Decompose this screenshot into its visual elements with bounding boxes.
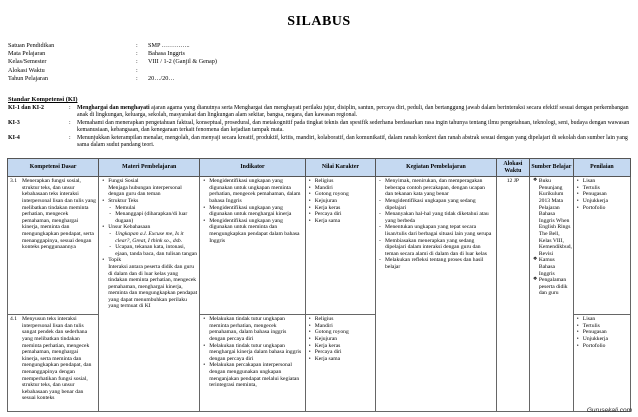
nilai-cell: [305, 177, 375, 315]
list-item: • Kerja sama: [308, 356, 373, 363]
ki-bold: Menghargai dan menghayati: [77, 105, 150, 111]
header-sumber: Sumber Belajar: [529, 159, 573, 177]
ki-code: KI-1 dan KI-2: [8, 105, 45, 111]
ki-text: Memahami dan menerapkan pengetahuan faktual, konseptual, prosedural, dan metakognitif pada tingkat teknis dan spesifik sederhana berdasarkan rasa ingin tahunya tentang ilmu pengetahuan, teknologi, seni, budaya dengan wawasan kemanusiaan, kebangsaan, dan kenegaraan terkait fenomena dan kejadian tampak mata.: [77, 120, 630, 134]
list-item: • Religius: [308, 316, 373, 323]
indikator-cell: [200, 177, 305, 315]
list-item: • Percaya diri: [308, 211, 373, 218]
meta-info: [8, 42, 217, 83]
meta-row: Mata Pelajaran : Bahasa Inggris: [8, 50, 185, 58]
header-materi: Materi Pembelajaran: [99, 159, 200, 177]
meta-row: Satuan Pendidikan : SMP …………..: [8, 42, 190, 49]
list-item: • Lisan: [576, 316, 628, 323]
nilai-cell: [305, 315, 375, 412]
list-item: - Membiasakan menerapkan yang sedang dipelajari dalam interaksi dengan guru dan teman secara alami di dalam dan di luar kelas: [378, 238, 494, 258]
table-header-row: [8, 159, 631, 177]
kegiatan-cell: [376, 177, 497, 412]
page-title: SILABUS: [287, 14, 351, 29]
list-item: - Menentukan ungkapan yang tepat secara lisan/tulis dari berbagai situasi lain yang serupa: [378, 224, 494, 237]
list-item: • Melakukan tindak tutur ungkapan menghargai kinerja dalam bahasa inggris dengan percaya diri: [202, 343, 302, 363]
list-item: • Kerja keras: [308, 205, 373, 212]
list-item: • Lisan: [576, 178, 628, 185]
list-item: • Portofolio: [576, 205, 628, 212]
indikator-cell: [200, 315, 305, 412]
list-item: • Kerja sama: [308, 218, 373, 225]
alokasi-cell: 12 JP: [496, 177, 529, 412]
ki-text: Menunjukkan keterampilan menalar, mengolah, dan menyaji secara kreatif, produktif, kritis, mandiri, kolaboratif, dan komunikatif, dalam ranah konkret dan ranah abstrak sesuai dengan yang dipelajari di sekolah dan sumber lain yang sama dalam sudut pandang teori.: [77, 135, 628, 149]
list-item: • Mengidentifikasi ungkapan yang digunakan untuk menghargai kinerja: [202, 205, 302, 218]
kd-cell: 3.1 Menerapkan fungsi sosial, struktur teks, dan unsur kebahasaan teks interaksi interpersonal lisan dan tulis yang melibatkan tindakan meminta perhatian, mengecek pemahaman, menghargai kinerja, meminta dan mengungkapkan pendapat, serta menanggapinya, sesuai dengan konteks penggunaannya: [8, 177, 99, 315]
meta-row: Tahun Pelajaran : 20…/20…: [8, 74, 175, 82]
table-row: [8, 177, 631, 315]
ki-4: KI-4 : Menunjukkan keterampilan menalar, mengolah, dan menyaji secara kreatif, produktif, kritis, mandiri, kolaboratif, dan komunikatif, dalam ranah konkret dan ranah abstrak sesuai dengan yang dipelajari di sekolah dan sumber lain yang sama dalam sudut pandang teori.: [8, 135, 632, 150]
list-item: • Melakukan percakapan interpersonal dengan menggunakan ungkapan menganjakan pendapat melalui kegiatan terintegrasi meminta,: [202, 362, 302, 388]
watermark-text: Gurusekali.com: [586, 407, 632, 414]
list-item: - Mengidentifikasi ungkapan yang sedang dipelajari: [378, 198, 494, 211]
list-item: • Penugasan: [576, 191, 628, 198]
list-item: • Religius: [308, 178, 373, 185]
list-item: • Kerja keras: [308, 343, 373, 350]
meta-row: Kelas/Semester : VIII / 1-2 (Ganjil & Genap): [8, 58, 217, 66]
materi-cell: • Fungsi Sosial Menjaga hubungan interpersonal dengan guru dan teman • Struktur Teks - Memulai - Menanggapi (diharapkan/di luar dugaan) • Unsur Kebahasaan - Ungkapan a.l. Excuse me, Is it clear?, Great, I think so., dsb. - Ucapan, tekanan kata, intonasi, ejaan, tanda baca, dan tulisan tangan • Topik Interaksi antara peserta didik dan guru di dalam dan di luar kelas yang tindakan meminta perhatian, mengecek pemahaman, menghargai kinerja, meminta dan mengungkapkan pendapat yang dapat menumbuhkan perilaku yang termuat di KI: [99, 177, 200, 412]
list-item: • Portofolio: [576, 343, 628, 350]
header-kompetensi-dasar: Kompetensi Dasar: [8, 159, 99, 177]
list-item: - Menanyakan hal-hal yang tidak diketahui atau yang berbeda: [378, 211, 494, 224]
header-alokasi: Alokasi Waktu: [496, 159, 529, 177]
list-item: • Kejujuran: [308, 198, 373, 205]
header-penilaian: Penilaian: [573, 159, 630, 177]
ki-code: KI-4: [8, 135, 20, 141]
header-indikator: Indikator: [200, 159, 305, 177]
list-item: • Unjukkerja: [576, 198, 628, 205]
header-kegiatan: Kegiatan Pembelajaran: [376, 159, 497, 177]
standar-kompetensi-title: Standar Kompetensi (KI): [8, 96, 78, 103]
list-item: • Unjukkerja: [576, 336, 628, 343]
list-item: - Melakukan refleksi tentang proses dan hasil belajar: [378, 257, 494, 270]
penilaian-cell: [573, 315, 630, 412]
ki-3: KI-3 : Memahami dan menerapkan pengetahuan faktual, konseptual, prosedural, dan metakognitif pada tingkat teknis dan spesifik sederhana berdasarkan rasa ingin tahunya tentang ilmu pengetahuan, teknologi, seni, budaya dengan wawasan kemanusiaan, kebangsaan, dan kenegaraan terkait fenomena dan kejadian tampak mata.: [8, 120, 632, 135]
header-nilai-karakter: Nilai Karakter: [305, 159, 375, 177]
list-item: • Mengidentifikasi ungkapan yang digunakan untuk ungkapan meminta perhatian, mengecek pemahaman, dalam bahasa Inggris: [202, 178, 302, 204]
list-item: • Gotong royong: [308, 329, 373, 336]
list-item: • Tertulis: [576, 323, 628, 330]
ki-text: ajaran agama yang dianutnya serta Menghargai dan menghayati perilaku jujur, disiplin, santun, percaya diri, peduli, dan bertanggung jawab dalam berinteraksi secara efektif sesuai dengan perkembangan anak di lingkungan, keluarga, sekolah, masyarakat dan lingkungan alam sekitar, bangsa, negara, dan kawasan regional.: [77, 105, 629, 119]
list-item: • Tertulis: [576, 185, 628, 192]
syllabus-table: [7, 158, 631, 412]
list-item: - Menyimak, menirukan, dan memperagakan beberapa contoh percakapan, dengan ucapan dan tekanan kata yang benar: [378, 178, 494, 198]
list-item: • Mandiri: [308, 185, 373, 192]
ki-1-2: KI-1 dan KI-2 : Menghargai dan menghayati ajaran agama yang dianutnya serta Menghargai dan menghayati perilaku jujur, disiplin, santun, percaya diri, peduli, dan bertanggung jawab dalam berinteraksi secara efektif sesuai dengan perkembangan anak di lingkungan, keluarga, sekolah, masyarakat dan lingkungan alam sekitar, bangsa, negara, dan kawasan regional.: [8, 105, 629, 119]
list-item: • Mengidentifikasi ungkapan yang digunakan untuk meminta dan mengungkapkan pendapat dalam bahasa Inggris: [202, 218, 302, 244]
meta-row: Alokasi Waktu :: [8, 66, 138, 74]
list-item: • Mandiri: [308, 323, 373, 330]
kd-cell: 4.1 Menyusun teks interaksi interpersonal lisan dan tulis sangat pendek dan sederhana yang melibatkan tindakan meminta perhatian, mengecek pemahaman, menghargai kinerja, serta meminta dan mengungkapkan pendapat, dan menanggapinya dengan memperhatikan fungsi sosial, struktur teks, dan unsur kebahasaan yang benar dan sesuai konteks: [8, 315, 99, 412]
sumber-cell: ❖ Buku Penunjang Kurikulum 2013 Mata Pelajaran Bahasa Inggris When English Rings The Bell, Kelas VIII, Kemendikbud, Revisi ❖ Kamus Bahasa Inggris ❖ Pengalaman peserta didik dan guru: [529, 177, 573, 412]
list-item: • Penugasan: [576, 329, 628, 336]
penilaian-cell: [573, 177, 630, 315]
list-item: • Kejujuran: [308, 336, 373, 343]
ki-code: KI-3: [8, 120, 20, 126]
list-item: • Gotong royong: [308, 191, 373, 198]
list-item: • Percaya diri: [308, 349, 373, 356]
list-item: • Melakukan tindak tutur ungkapan meminta perhatian, mengecek pemahaman, dalam bahasa inggris dengan percaya diri: [202, 316, 302, 342]
